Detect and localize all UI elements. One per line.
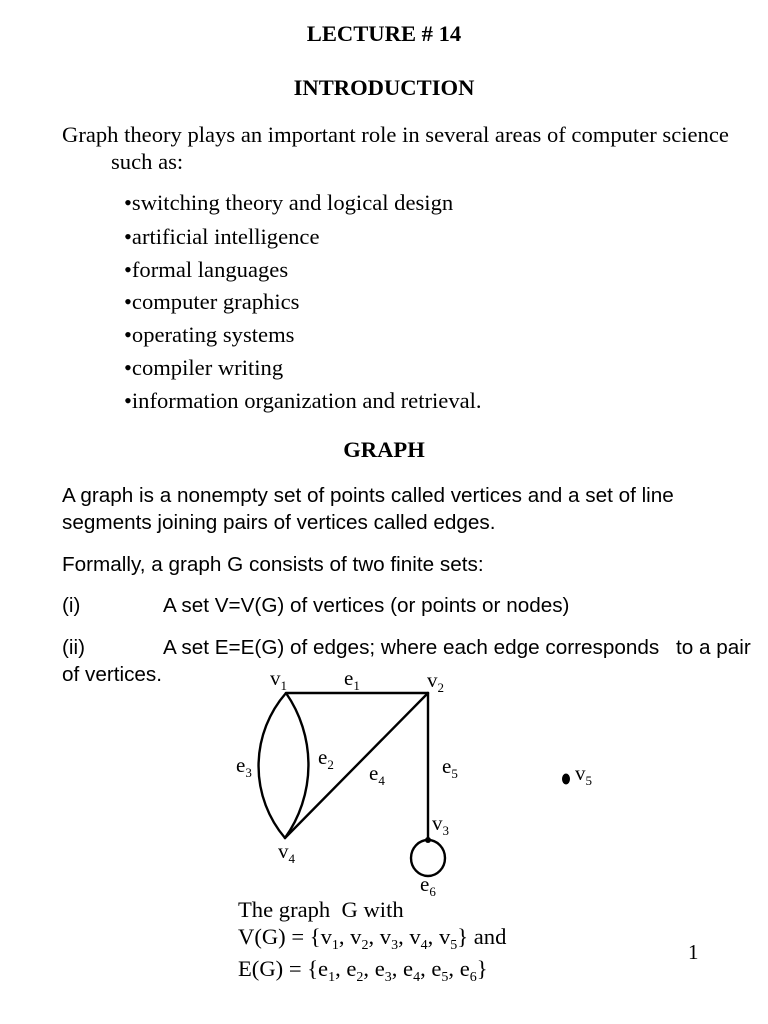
caption-subscript: 3 (384, 970, 392, 986)
edge-e3 (259, 693, 286, 838)
page-number: 1 (688, 940, 699, 964)
caption-subscript: 2 (361, 938, 369, 954)
label-letter: v (427, 668, 438, 692)
vertex-v5-point (562, 774, 570, 785)
label-letter: v (270, 666, 281, 690)
edge-label-e1 (344, 666, 360, 693)
label-letter: e (344, 666, 354, 690)
edge-label-e3 (236, 753, 252, 780)
label-subscript: 6 (429, 883, 436, 899)
caption-subscript: 1 (328, 970, 336, 986)
caption-text: , e (448, 956, 470, 981)
caption-subscript: 5 (441, 970, 449, 986)
definition-line: segments joining pairs of vertices called edges. (62, 511, 496, 534)
list-item: •compiler writing (124, 355, 284, 380)
set-item-text: A set E=E(G) of edges; where each edge corresponds (163, 636, 660, 659)
caption-text: , v (368, 924, 392, 949)
label-letter: e (369, 761, 379, 785)
caption-subscript: 2 (356, 970, 364, 986)
set-item-marker: (i) (62, 594, 81, 617)
edge-label-e5 (442, 754, 458, 781)
caption-text: , v (398, 924, 421, 949)
vertex-label-v2 (427, 668, 444, 695)
label-subscript: 4 (378, 772, 385, 788)
label-letter: v (432, 811, 443, 835)
caption-text: V(G) = {v (238, 924, 332, 949)
introduction-paragraph-line: such as: (111, 149, 184, 174)
vertex-label-v5 (575, 761, 592, 788)
caption-text: } and (457, 924, 507, 949)
list-item: •switching theory and logical design (124, 190, 454, 215)
label-subscript: 4 (288, 850, 296, 866)
introduction-heading: INTRODUCTION (293, 75, 475, 100)
list-item: •artificial intelligence (124, 224, 320, 249)
label-subscript: 2 (437, 679, 445, 695)
caption-subscript: 4 (413, 970, 421, 986)
label-letter: e (236, 753, 246, 777)
edge-label-e2 (318, 745, 334, 772)
list-item: •information organization and retrieval. (124, 388, 482, 413)
list-item: •formal languages (124, 257, 289, 282)
set-item-continuation: of vertices. (62, 663, 163, 686)
label-letter: e (420, 872, 430, 896)
edge-e6-loop (411, 840, 445, 876)
figure-caption-edge-set (238, 956, 488, 986)
caption-subscript: 1 (331, 938, 339, 954)
caption-text: , e (420, 956, 442, 981)
label-subscript: 1 (353, 677, 360, 693)
vertex-label-v4 (278, 839, 295, 866)
label-subscript: 2 (327, 756, 334, 772)
edge-label-e4 (369, 761, 385, 788)
figure-caption-line: The graph G with (238, 897, 404, 922)
caption-subscript: 4 (420, 938, 428, 954)
label-letter: v (278, 839, 289, 863)
graph-heading: GRAPH (343, 437, 425, 462)
label-subscript: 3 (245, 764, 252, 780)
vertex-label-v1 (270, 666, 287, 693)
vertex-v3-point (425, 837, 431, 843)
figure-caption-vertex-set (238, 924, 506, 954)
caption-text: , e (391, 956, 414, 981)
label-subscript: 5 (585, 772, 593, 788)
formal-definition-intro: Formally, a graph G consists of two finite sets: (62, 553, 484, 576)
label-letter: e (318, 745, 328, 769)
vertex-label-v3 (432, 811, 449, 838)
caption-text: } (476, 956, 488, 981)
caption-subscript: 3 (391, 938, 399, 954)
caption-text: , e (335, 956, 357, 981)
definition-line: A graph is a nonempty set of points called vertices and a set of line (62, 484, 674, 507)
edge-label-e6 (420, 872, 436, 899)
caption-text: E(G) = {e (238, 956, 329, 981)
set-item-text: A set V=V(G) of vertices (or points or nodes) (163, 594, 570, 617)
caption-text: , v (338, 924, 362, 949)
caption-subscript: 6 (469, 970, 477, 986)
label-letter: v (575, 761, 586, 785)
label-letter: e (442, 754, 452, 778)
label-subscript: 5 (451, 765, 458, 781)
lecture-title: LECTURE # 14 (306, 21, 462, 46)
introduction-paragraph-line: Graph theory plays an important role in several areas of computer science (62, 122, 729, 147)
caption-text: , v (427, 924, 451, 949)
list-item: •operating systems (124, 322, 295, 347)
set-item-marker: (ii) (62, 636, 85, 659)
edge-e4 (285, 693, 428, 838)
caption-subscript: 5 (450, 938, 458, 954)
label-subscript: 1 (280, 677, 288, 693)
caption-text: , e (363, 956, 385, 981)
label-subscript: 3 (442, 822, 450, 838)
list-item: •computer graphics (124, 289, 300, 314)
set-item-text-end: to a pair (676, 636, 751, 659)
